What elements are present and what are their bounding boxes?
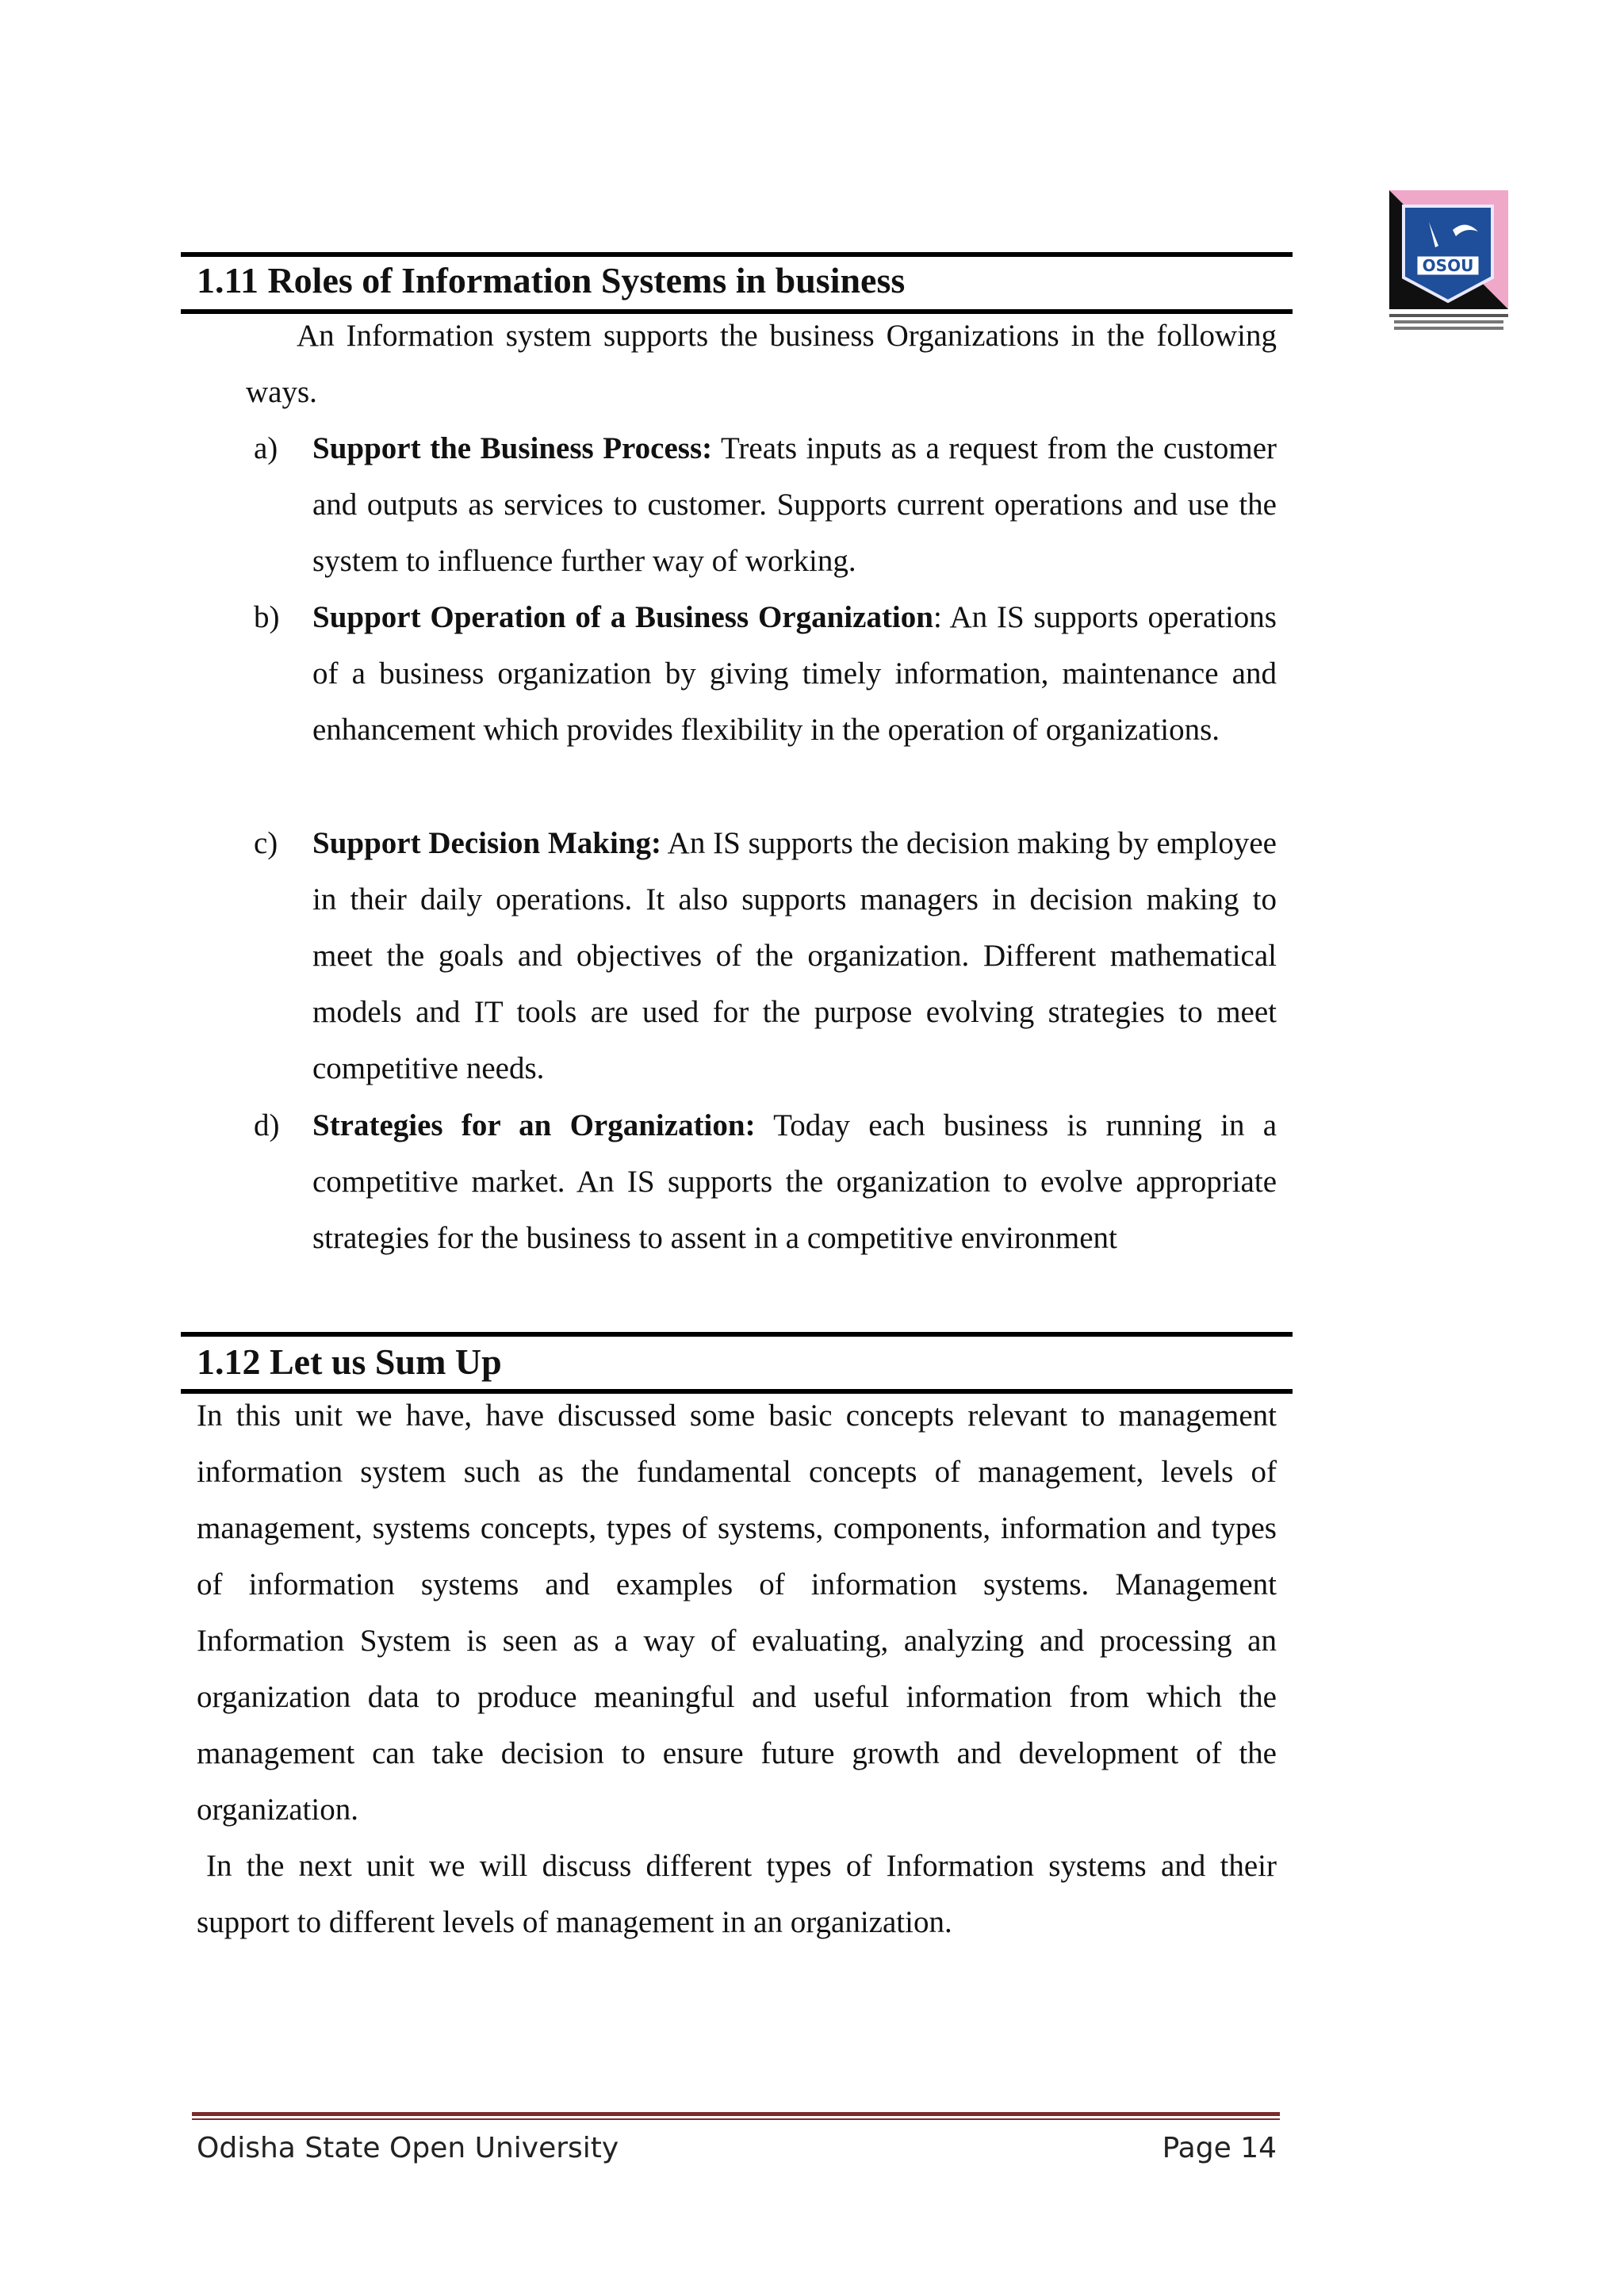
list-item-title: Strategies for an Organization:: [312, 1108, 756, 1142]
section-heading-1-12: 1.12 Let us Sum Up: [197, 1341, 502, 1382]
list-marker: b): [254, 600, 280, 634]
list-marker: d): [254, 1108, 280, 1142]
logo-text: OSOU: [1422, 256, 1474, 275]
section-heading-1-11: 1.11 Roles of Information Systems in business: [197, 260, 906, 300]
footer-university: Odisha State Open University: [197, 2132, 619, 2164]
section-intro: An Information system supports the business Organizations in the following ways.: [246, 319, 1277, 409]
footer-rule: [192, 2112, 1280, 2116]
list-item-body: [312, 1097, 1277, 1266]
list-marker: a): [254, 431, 278, 465]
list-item-text: Today each business is running in a competitive market. An IS supports the organization to evolve appropriate strategies for the business to assent in a competitive environment: [312, 1108, 1277, 1255]
page-number: Page 14: [1162, 2132, 1277, 2164]
list-item-text: Treats inputs as a request from the customer and outputs as services to customer. Supports current operations and use the system to influence further way of working.: [312, 431, 1277, 578]
list-item-title: Support Operation of a Business Organization: [312, 600, 933, 634]
list-item-text: : An IS supports operations of a business organization by giving timely information, maintenance and enhancement which provides flexibility in the operation of organizations.: [312, 600, 1277, 747]
footer-rule-thin: [192, 2118, 1280, 2120]
list-item-body: [312, 815, 1277, 1096]
list-marker: c): [254, 826, 278, 860]
heading-rule-top: [181, 1332, 1293, 1337]
list-item-title: Support Decision Making:: [312, 826, 661, 860]
list-item-body: [312, 420, 1277, 589]
list-item-text: An IS supports the decision making by employee in their daily operations. It also supports managers in decision making to meet the goals and objectives of the organization. Different mathematical models and IT tools are used for the purpose evolving strategies to meet competitive needs.: [312, 826, 1277, 1085]
list-item-title: Support the Business Process:: [312, 431, 713, 465]
list-item-body: [312, 589, 1277, 758]
next-unit-paragraph: In the next unit we will discuss different types of Information systems and their support to different levels of management in an organization.: [197, 1849, 1277, 1939]
university-logo: [1389, 190, 1508, 336]
summary-paragraph: In this unit we have, have discussed some basic concepts relevant to management information system such as the fundamental concepts of management, levels of management, systems concepts, types of systems, components, information and types of information systems and examples of information systems. Management Information System is seen as a way of evaluating, analyzing and processing an organization data to produce meaningful and useful information from which the management can take decision to ensure future growth and development of the organization.: [197, 1399, 1277, 1827]
